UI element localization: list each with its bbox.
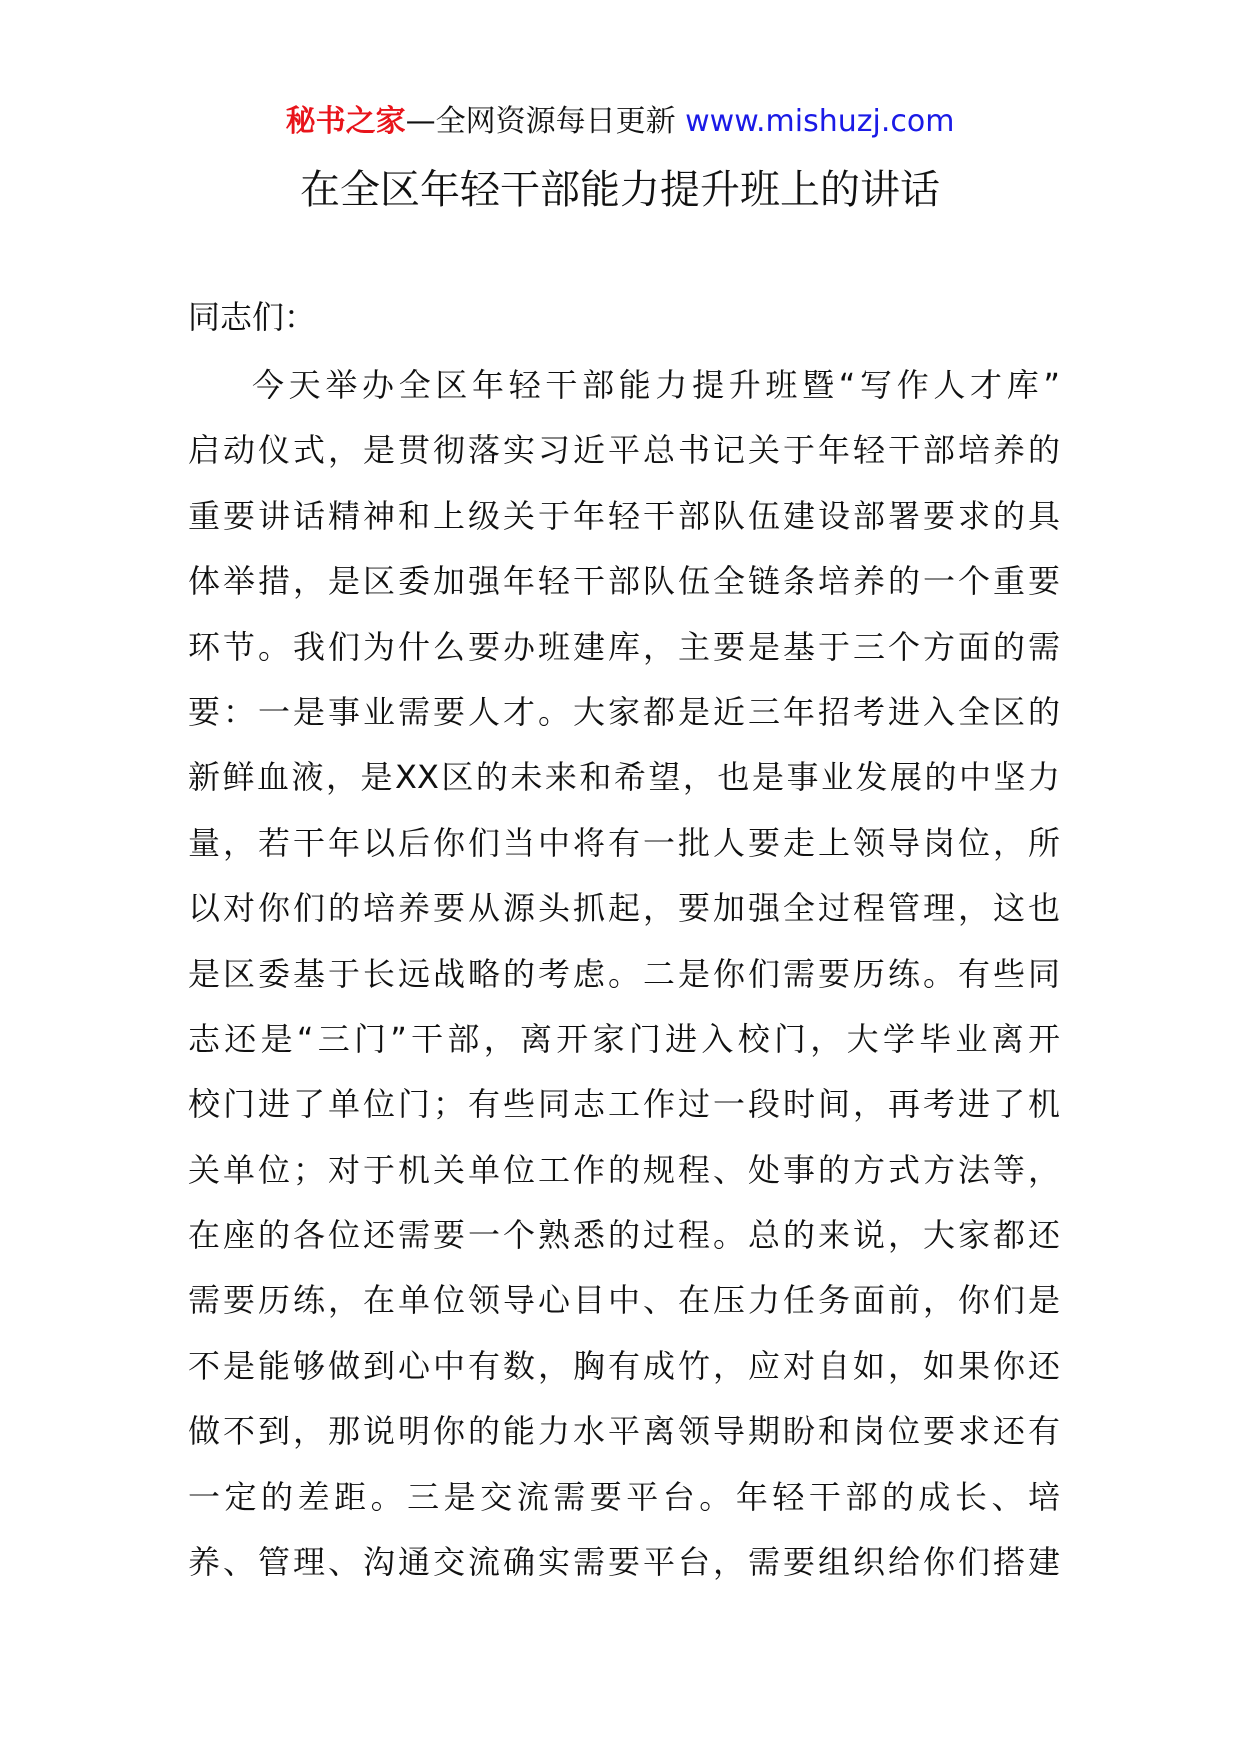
paragraph-line: 以对你们的培养要从源头抓起，要加强全过程管理，这也 — [188, 889, 1060, 928]
paragraph-line: 不是能够做到心中有数，胸有成竹，应对自如，如果你还 — [188, 1346, 1060, 1385]
paragraph-line: 量，若干年以后你们当中将有一批人要走上领导岗位，所 — [188, 823, 1060, 862]
document-title: 在全区年轻干部能力提升班上的讲话 — [300, 167, 940, 213]
paragraph-line: 环节。我们为什么要办班建库，主要是基于三个方面的需 — [188, 627, 1060, 666]
paragraph-line: 体举措，是区委加强年轻干部队伍全链条培养的一个重要 — [188, 562, 1060, 601]
site-url-link[interactable]: www.mishuzj.com — [685, 104, 955, 139]
paragraph-line: 重要讲话精神和上级关于年轻干部队伍建设部署要求的具 — [188, 496, 1060, 535]
paragraph-line: 启动仪式，是贯彻落实习近平总书记关于年轻干部培养的 — [188, 431, 1060, 470]
site-header — [0, 100, 1240, 144]
paragraph-line: 新鲜血液，是XX区的未来和希望，也是事业发展的中坚力 — [188, 758, 1060, 797]
paragraph-line: 是区委基于长远战略的考虑。二是你们需要历练。有些同 — [188, 954, 1060, 993]
paragraph-line: 校门进了单位门；有些同志工作过一段时间，再考进了机 — [188, 1085, 1060, 1124]
brand-name: 秘书之家 — [285, 104, 406, 139]
paragraph-line: 做不到，那说明你的能力水平离领导期盼和岗位要求还有 — [188, 1412, 1060, 1451]
speech-paragraph — [188, 360, 1060, 1602]
paragraph-line: 要：一是事业需要人才。大家都是近三年招考进入全区的 — [188, 692, 1060, 731]
salutation: 同志们： — [188, 298, 317, 336]
paragraph-line: 今天举办全区年轻干部能力提升班暨“写作人才库” — [252, 366, 1060, 404]
paragraph-line: 养、管理、沟通交流确实需要平台，需要组织给你们搭建 — [188, 1543, 1060, 1582]
paragraph-line: 志还是“三门”干部，离开家门进入校门，大学毕业离开 — [188, 1019, 1060, 1058]
header-slogan: —全网资源每日更新 — [405, 104, 676, 139]
paragraph-line: 一定的差距。三是交流需要平台。年轻干部的成长、培 — [188, 1477, 1060, 1516]
paragraph-line: 需要历练，在单位领导心目中、在压力任务面前，你们是 — [188, 1281, 1060, 1320]
paragraph-line: 在座的各位还需要一个熟悉的过程。总的来说，大家都还 — [188, 1216, 1060, 1255]
paragraph-line: 关单位；对于机关单位工作的规程、处事的方式方法等， — [188, 1150, 1060, 1189]
